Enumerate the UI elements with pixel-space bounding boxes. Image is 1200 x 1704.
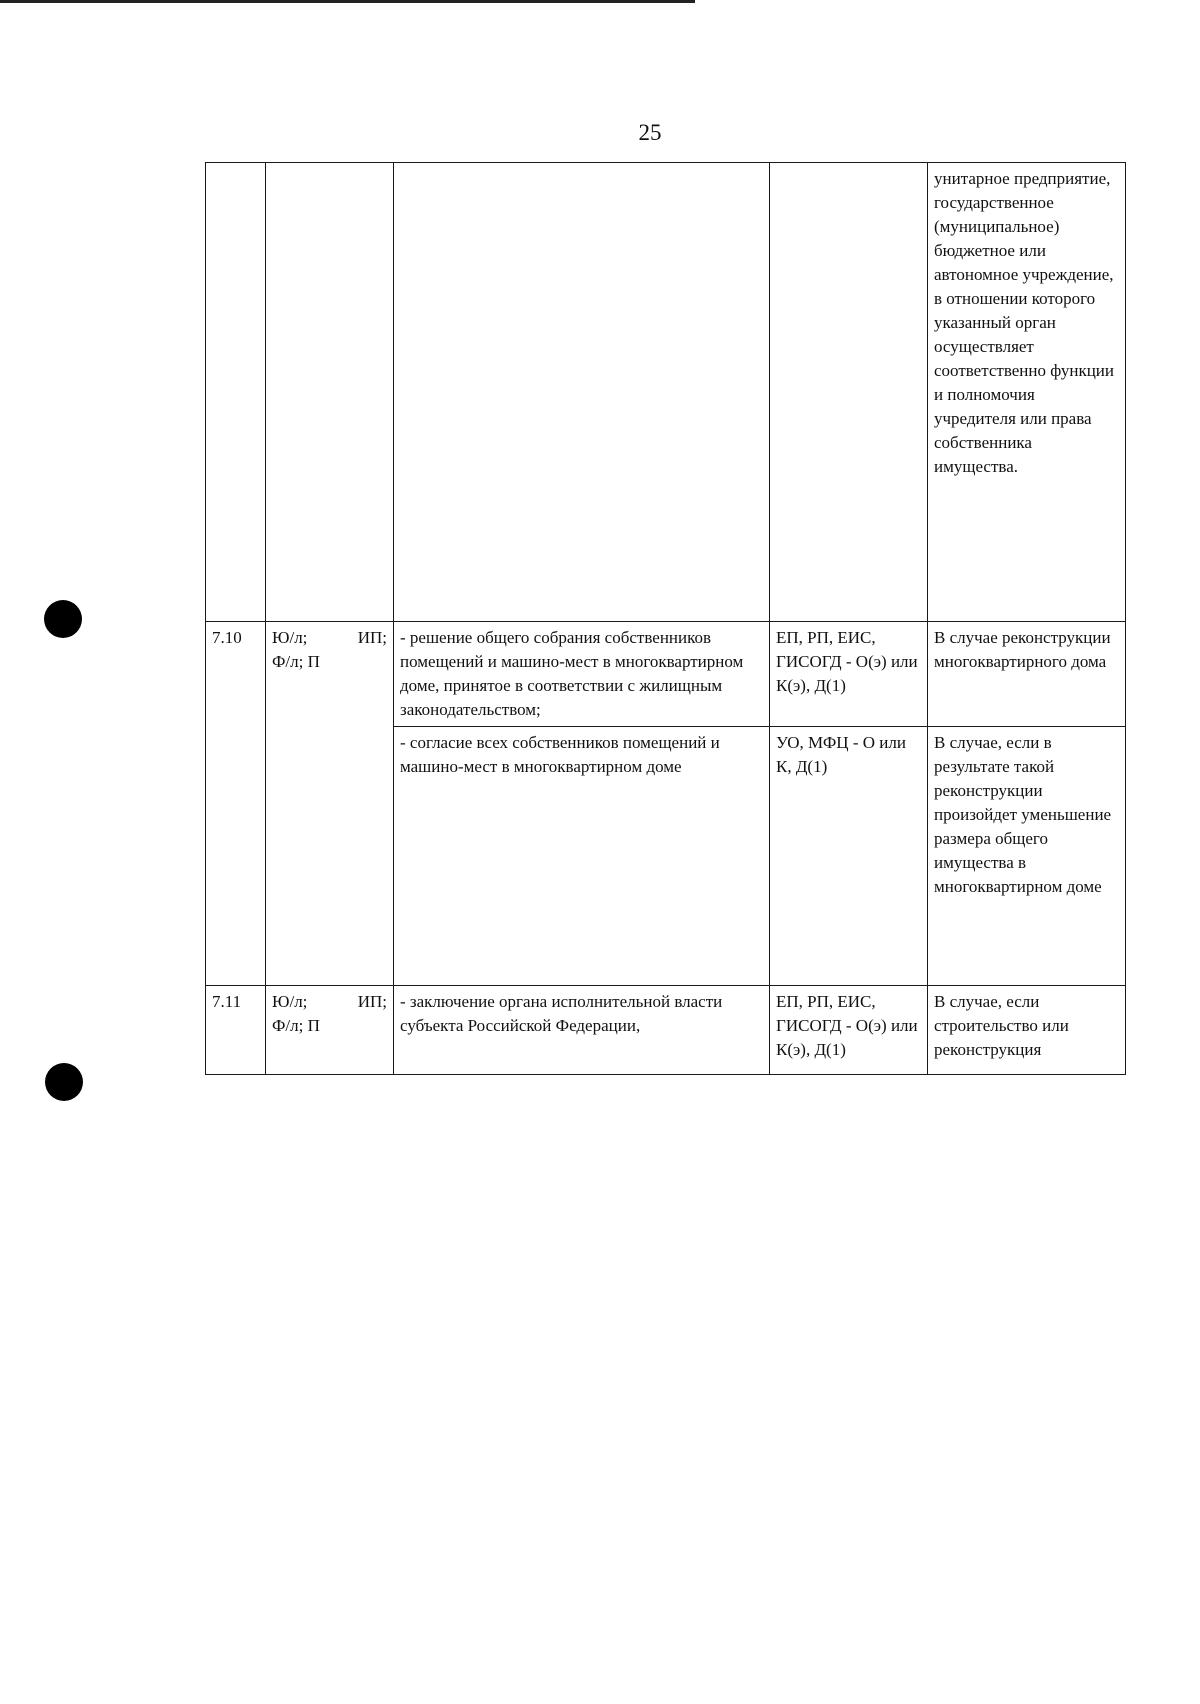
cell-source [770, 163, 928, 622]
table-row-continuation [206, 163, 1126, 622]
punch-hole-mark [45, 1063, 83, 1101]
condition-text: В случае, если строительство или реконструкция [934, 992, 1069, 1059]
cell-number [206, 622, 266, 986]
cell-number [206, 163, 266, 622]
applicant-types: Ю/л; ИП; [272, 992, 387, 1011]
cell-documents [394, 727, 770, 986]
cell-condition [928, 727, 1126, 986]
condition-text: В случае реконструкции многоквартирного дома [934, 628, 1111, 671]
row-number: 7.10 [212, 628, 242, 647]
applicant-types: Ф/л; П [272, 652, 320, 671]
cell-condition [928, 986, 1126, 1075]
cell-documents [394, 622, 770, 727]
page-number: 25 [638, 120, 662, 145]
cell-source [770, 622, 928, 727]
cell-source [770, 727, 928, 986]
applicant-types: Ю/л; ИП; [272, 628, 387, 647]
cell-condition [928, 163, 1126, 622]
punch-hole-mark [44, 600, 82, 638]
cell-applicants [266, 163, 394, 622]
cell-number [206, 986, 266, 1075]
row-number: 7.11 [212, 992, 242, 1011]
condition-text: В случае, если в результате такой реконструкции произойдет уменьшение размера общего имущества в многоквартирном доме [934, 733, 1112, 896]
document-table [205, 162, 1126, 1075]
source-text: ЕП, РП, ЕИС, ГИСОГД - О(э) или К(э), Д(1) [776, 992, 918, 1059]
cell-applicants [266, 986, 394, 1075]
top-border-line [0, 0, 695, 3]
table-row-7-11 [206, 986, 1126, 1075]
applicant-types: Ф/л; П [272, 1016, 320, 1035]
source-text: УО, МФЦ - О или К, Д(1) [776, 733, 906, 776]
document-item: - согласие всех собственников помещений и машино-мест в многоквартирном доме [400, 733, 720, 776]
source-text: ЕП, РП, ЕИС, ГИСОГД - О(э) или К(э), Д(1) [776, 628, 918, 695]
cell-source [770, 986, 928, 1075]
cell-documents [394, 986, 770, 1075]
cell-condition [928, 622, 1126, 727]
table-row-7-10 [206, 622, 1126, 727]
cell-documents [394, 163, 770, 622]
condition-text: унитарное предприятие, государственное (муниципальное) бюджетное или автономное учреждение, в отношении которого указанный орган осуществляет соответственно функции и полномочия учредителя или права собственника имущества. [934, 169, 1114, 476]
document-item: - решение общего собрания собственников помещений и машино-мест в многоквартирном доме, принятое в соответствии с жилищным законодательством; [400, 628, 744, 719]
document-item: - заключение органа исполнительной власти субъекта Российской Федерации, [400, 992, 723, 1035]
cell-applicants [266, 622, 394, 986]
